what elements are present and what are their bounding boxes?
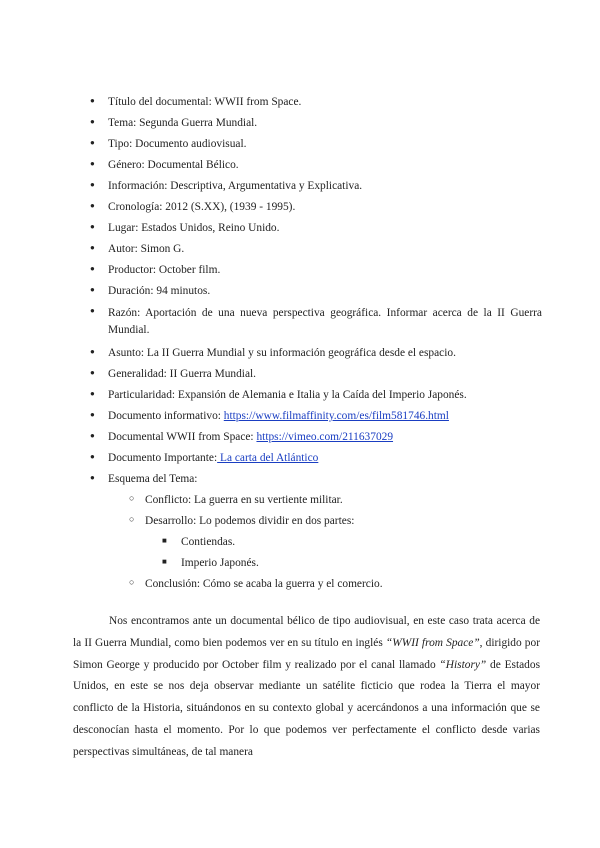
list-item-author: Autor: Simon G. <box>108 243 185 255</box>
bullet-icon: ● <box>90 159 95 168</box>
bullet-icon: ● <box>90 138 95 147</box>
list-item-info-document <box>108 409 449 423</box>
list-item-genre: Género: Documental Bélico. <box>108 159 239 171</box>
list-item-generality: Generalidad: II Guerra Mundial. <box>108 368 257 380</box>
outline-part-japanese-empire: Imperio Japonés. <box>181 557 259 569</box>
bullet-icon: ● <box>90 96 95 105</box>
paragraph-part-3: de Estados Unidos, en este se nos deja observar mediante un satélite ficticio que rodea la Tierra el mayor conflicto de la Historia, situándonos en su contexto global y acercándonos a una información que se desconocían hasta el momento. Por lo que podemos ver perfectamente el conflicto desde varias perspectivas simultáneas, de tal manera <box>73 658 540 758</box>
bullet-icon: ● <box>90 389 95 398</box>
list-item-title: Título del documental: WWII from Space. <box>108 96 302 108</box>
important-document-label: Documento Importante: <box>108 452 218 464</box>
outline-conflict: Conflicto: La guerra en su vertiente militar. <box>145 494 343 506</box>
circle-bullet-icon: ○ <box>129 493 135 503</box>
list-item-documentary <box>108 430 393 444</box>
paragraph-part-1: Nos encontramos ante un documental bélico de tipo audiovisual, en este caso trata acerca de la II Guerra Mundial, como bien podemos ver en su título en inglés <box>73 615 540 649</box>
documentary-title-italic: “WWII from Space” <box>385 636 480 649</box>
info-document-label: Documento informativo: <box>108 410 224 422</box>
bullet-icon: ● <box>90 431 95 440</box>
bullet-icon: ● <box>90 452 95 461</box>
list-item-important-document <box>108 451 318 465</box>
list-item-theme: Tema: Segunda Guerra Mundial. <box>108 117 258 129</box>
bullet-icon: ● <box>90 368 95 377</box>
bullet-icon: ● <box>90 306 95 315</box>
list-item-particularity: Particularidad: Expansión de Alemania e Italia y la Caída del Imperio Japonés. <box>108 389 467 401</box>
list-item-information: Información: Descriptiva, Argumentativa y Explicativa. <box>108 180 363 192</box>
documentary-label: Documental WWII from Space: <box>108 431 257 443</box>
body-paragraph <box>73 611 540 764</box>
circle-bullet-icon: ○ <box>129 514 135 524</box>
bullet-icon: ● <box>90 180 95 189</box>
atlantic-charter-link[interactable]: La carta del Atlántico <box>217 452 319 464</box>
bullet-icon: ● <box>90 410 95 419</box>
bullet-icon: ● <box>90 347 95 356</box>
list-item-chronology: Cronología: 2012 (S.XX), (1939 - 1995). <box>108 201 296 213</box>
list-item-type: Tipo: Documento audiovisual. <box>108 138 247 150</box>
bullet-icon: ● <box>90 117 95 126</box>
bullet-icon: ● <box>90 222 95 231</box>
list-item-duration: Duración: 94 minutos. <box>108 285 211 297</box>
outline-part-battles: Contiendas. <box>181 536 236 548</box>
bullet-icon: ● <box>90 201 95 210</box>
list-item-subject: Asunto: La II Guerra Mundial y su información geográfica desde el espacio. <box>108 347 456 359</box>
bullet-icon: ● <box>90 264 95 273</box>
bullet-icon: ● <box>90 285 95 294</box>
list-item-place: Lugar: Estados Unidos, Reino Unido. <box>108 222 280 234</box>
list-item-reason: Razón: Aportación de una nueva perspectiva geográfica. Informar acerca de la II Guerra Mundial. <box>108 307 542 336</box>
filmaffinity-link[interactable]: https://www.filmaffinity.com/es/film581746.html <box>223 410 449 422</box>
paragraph-text <box>73 611 540 764</box>
paragraph-part-2: , dirigido por Simon George y producido por October film y realizado por el canal llamado <box>73 636 540 671</box>
channel-name-italic: “History” <box>439 658 487 671</box>
list-item-producer: Productor: October film. <box>108 264 221 276</box>
square-bullet-icon: ■ <box>162 536 167 545</box>
outline-development: Desarrollo: Lo podemos dividir en dos partes: <box>145 515 355 527</box>
bullet-icon: ● <box>90 473 95 482</box>
bullet-icon: ● <box>90 243 95 252</box>
vimeo-link[interactable]: https://vimeo.com/211637029 <box>256 431 394 443</box>
circle-bullet-icon: ○ <box>129 577 135 587</box>
list-item-outline: Esquema del Tema: <box>108 473 198 485</box>
outline-conclusion: Conclusión: Cómo se acaba la guerra y el comercio. <box>145 578 383 590</box>
square-bullet-icon: ■ <box>162 557 167 566</box>
